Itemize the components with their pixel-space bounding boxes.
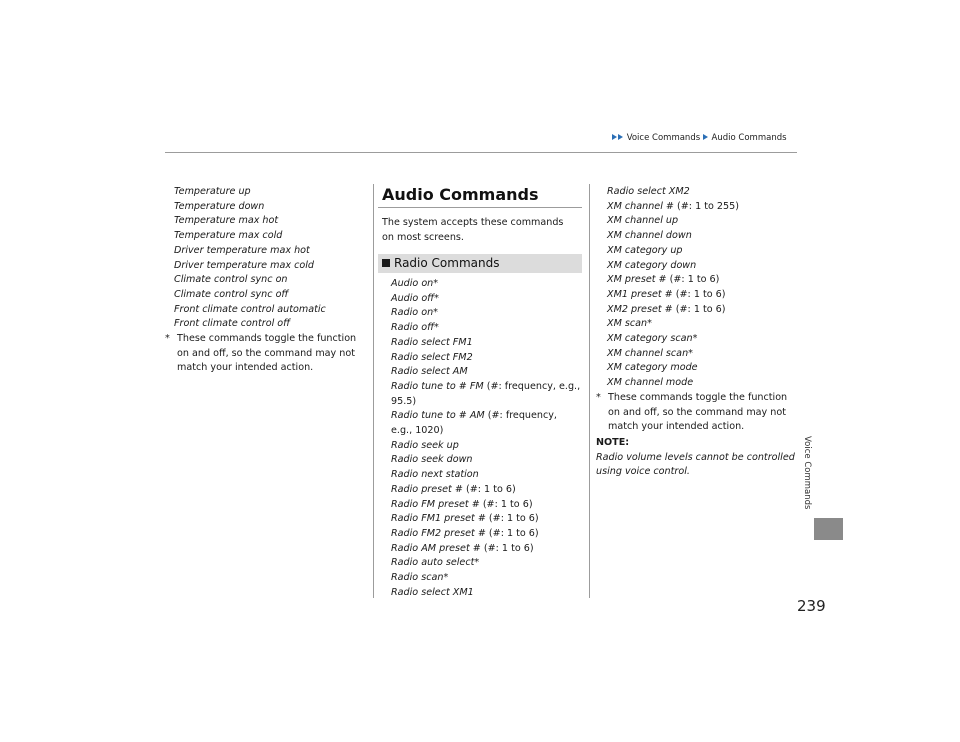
command-item bbox=[391, 512, 581, 527]
footnote-star: * bbox=[596, 391, 601, 403]
command-name: Radio off* bbox=[391, 322, 439, 334]
command-range: (#: frequency, e.g., 1020) bbox=[391, 410, 557, 437]
command-item bbox=[391, 351, 581, 366]
footnote bbox=[596, 391, 796, 435]
command-item bbox=[391, 586, 581, 601]
command-range: (#: 1 to 255) bbox=[673, 200, 739, 212]
command-item bbox=[391, 336, 581, 351]
side-tab-label: Voice Commands bbox=[802, 436, 812, 510]
command-item: Front climate control automatic bbox=[174, 303, 326, 315]
square-bullet-icon bbox=[382, 259, 390, 267]
command-item: Climate control sync off bbox=[174, 288, 289, 300]
command-item bbox=[391, 571, 581, 586]
note-heading: NOTE: bbox=[596, 436, 630, 448]
command-name: XM channel down bbox=[607, 230, 692, 242]
right-column bbox=[596, 185, 796, 480]
command-item: Temperature up bbox=[174, 186, 251, 197]
command-name: Radio next station bbox=[391, 469, 479, 481]
command-name: XM1 preset # bbox=[607, 288, 673, 300]
left-column bbox=[165, 185, 365, 376]
command-range: (#: 1 to 6) bbox=[480, 542, 534, 554]
command-name: Radio preset # bbox=[391, 483, 463, 495]
footnote bbox=[165, 332, 365, 376]
command-range: (#: 1 to 6) bbox=[672, 303, 726, 315]
command-name: XM category mode bbox=[607, 362, 698, 374]
command-name: Radio select FM1 bbox=[391, 336, 473, 348]
command-item bbox=[607, 347, 796, 362]
command-name: Radio AM preset # bbox=[391, 542, 481, 554]
command-item bbox=[607, 361, 796, 376]
command-item bbox=[391, 306, 581, 321]
footnote-text: These commands toggle the function on and off, so the command may not match your intended action. bbox=[177, 333, 357, 374]
command-range: (#: 1 to 6) bbox=[666, 274, 720, 286]
command-item bbox=[607, 200, 796, 215]
command-item bbox=[607, 317, 796, 332]
section-heading-label: Radio Commands bbox=[394, 256, 500, 270]
command-item bbox=[391, 409, 581, 438]
header-rule bbox=[165, 152, 797, 153]
command-item bbox=[391, 277, 581, 292]
command-item bbox=[391, 542, 581, 557]
command-item bbox=[391, 468, 581, 483]
command-item: Temperature max hot bbox=[174, 215, 279, 227]
climate-command-list bbox=[165, 185, 365, 332]
command-name: Radio scan* bbox=[391, 572, 449, 584]
command-item: Climate control sync on bbox=[174, 274, 288, 286]
breadcrumb-item-voice-commands[interactable]: Voice Commands bbox=[626, 133, 701, 143]
command-name: XM category down bbox=[607, 259, 697, 271]
command-name: Radio FM1 preset # bbox=[391, 513, 486, 525]
command-name: Radio FM2 preset # bbox=[391, 527, 486, 539]
breadcrumb-arrow-icon bbox=[612, 134, 617, 140]
command-name: Radio select AM bbox=[391, 366, 468, 378]
command-range: (#: frequency, e.g., 95.5) bbox=[391, 380, 581, 407]
command-range: (#: 1 to 6) bbox=[485, 527, 539, 539]
command-name: Audio on* bbox=[391, 278, 439, 289]
command-name: Radio FM preset # bbox=[391, 498, 480, 510]
command-name: Radio seek up bbox=[391, 439, 459, 451]
command-name: Radio select XM2 bbox=[607, 186, 690, 197]
command-item: Driver temperature max hot bbox=[174, 244, 310, 256]
intro-text: The system accepts these commands on most screens. bbox=[382, 217, 564, 243]
command-name: Radio tune to # FM bbox=[391, 380, 484, 392]
command-item bbox=[391, 498, 581, 513]
page-title: Audio Commands bbox=[382, 185, 539, 204]
command-name: XM preset # bbox=[607, 274, 667, 286]
breadcrumb-arrow-icon bbox=[618, 134, 623, 140]
command-item bbox=[607, 244, 796, 259]
command-item bbox=[607, 376, 796, 391]
command-item bbox=[607, 288, 796, 303]
command-name: XM channel up bbox=[607, 215, 679, 227]
command-item bbox=[391, 556, 581, 571]
command-name: Radio select XM1 bbox=[391, 586, 474, 598]
command-range: (#: 1 to 6) bbox=[485, 513, 539, 525]
page-number: 239 bbox=[797, 597, 826, 615]
column-divider bbox=[589, 184, 590, 598]
command-item bbox=[391, 527, 581, 542]
command-range: (#: 1 to 6) bbox=[672, 288, 726, 300]
command-item bbox=[391, 380, 581, 409]
column-divider bbox=[373, 184, 374, 598]
command-item bbox=[607, 214, 796, 229]
command-name: XM scan* bbox=[607, 318, 652, 330]
command-item bbox=[391, 321, 581, 336]
command-name: Radio auto select* bbox=[391, 557, 480, 569]
command-item bbox=[607, 185, 796, 200]
footnote-star: * bbox=[165, 333, 170, 345]
command-item bbox=[391, 292, 581, 307]
footnote-text: These commands toggle the function on and off, so the command may not match your intended action. bbox=[608, 391, 788, 433]
command-name: Audio off* bbox=[391, 292, 439, 304]
command-name: XM category up bbox=[607, 244, 683, 256]
command-item bbox=[391, 439, 581, 454]
command-name: XM2 preset # bbox=[607, 303, 673, 315]
command-item bbox=[391, 483, 581, 498]
command-name: XM channel # bbox=[607, 200, 674, 212]
command-range: (#: 1 to 6) bbox=[462, 483, 516, 495]
command-item bbox=[607, 229, 796, 244]
command-item bbox=[607, 273, 796, 288]
command-item: Temperature max cold bbox=[174, 230, 283, 242]
command-item: Temperature down bbox=[174, 200, 265, 212]
title-rule bbox=[378, 207, 582, 208]
side-tab-marker[interactable] bbox=[814, 518, 843, 540]
command-name: Radio seek down bbox=[391, 454, 473, 466]
command-item bbox=[607, 259, 796, 274]
command-name: XM channel mode bbox=[607, 377, 694, 389]
command-item bbox=[391, 365, 581, 380]
command-name: Radio select FM2 bbox=[391, 351, 473, 363]
note-text: Radio volume levels cannot be controlled using voice control. bbox=[596, 451, 795, 478]
command-name: XM category scan* bbox=[607, 333, 698, 345]
command-name: Radio on* bbox=[391, 307, 438, 319]
breadcrumb-arrow-icon bbox=[703, 134, 708, 140]
command-item: Front climate control off bbox=[174, 318, 291, 330]
breadcrumb-item-audio-commands[interactable]: Audio Commands bbox=[711, 133, 787, 143]
command-name: Radio tune to # AM bbox=[391, 410, 485, 422]
xm-command-list bbox=[596, 185, 796, 391]
radio-command-list bbox=[391, 277, 581, 600]
command-name: XM channel scan* bbox=[607, 347, 693, 359]
command-item: Driver temperature max cold bbox=[174, 259, 314, 271]
section-heading bbox=[378, 254, 582, 273]
command-range: (#: 1 to 6) bbox=[479, 498, 533, 510]
command-item bbox=[607, 332, 796, 347]
breadcrumb bbox=[612, 133, 787, 143]
command-item bbox=[391, 453, 581, 468]
command-item bbox=[607, 303, 796, 318]
